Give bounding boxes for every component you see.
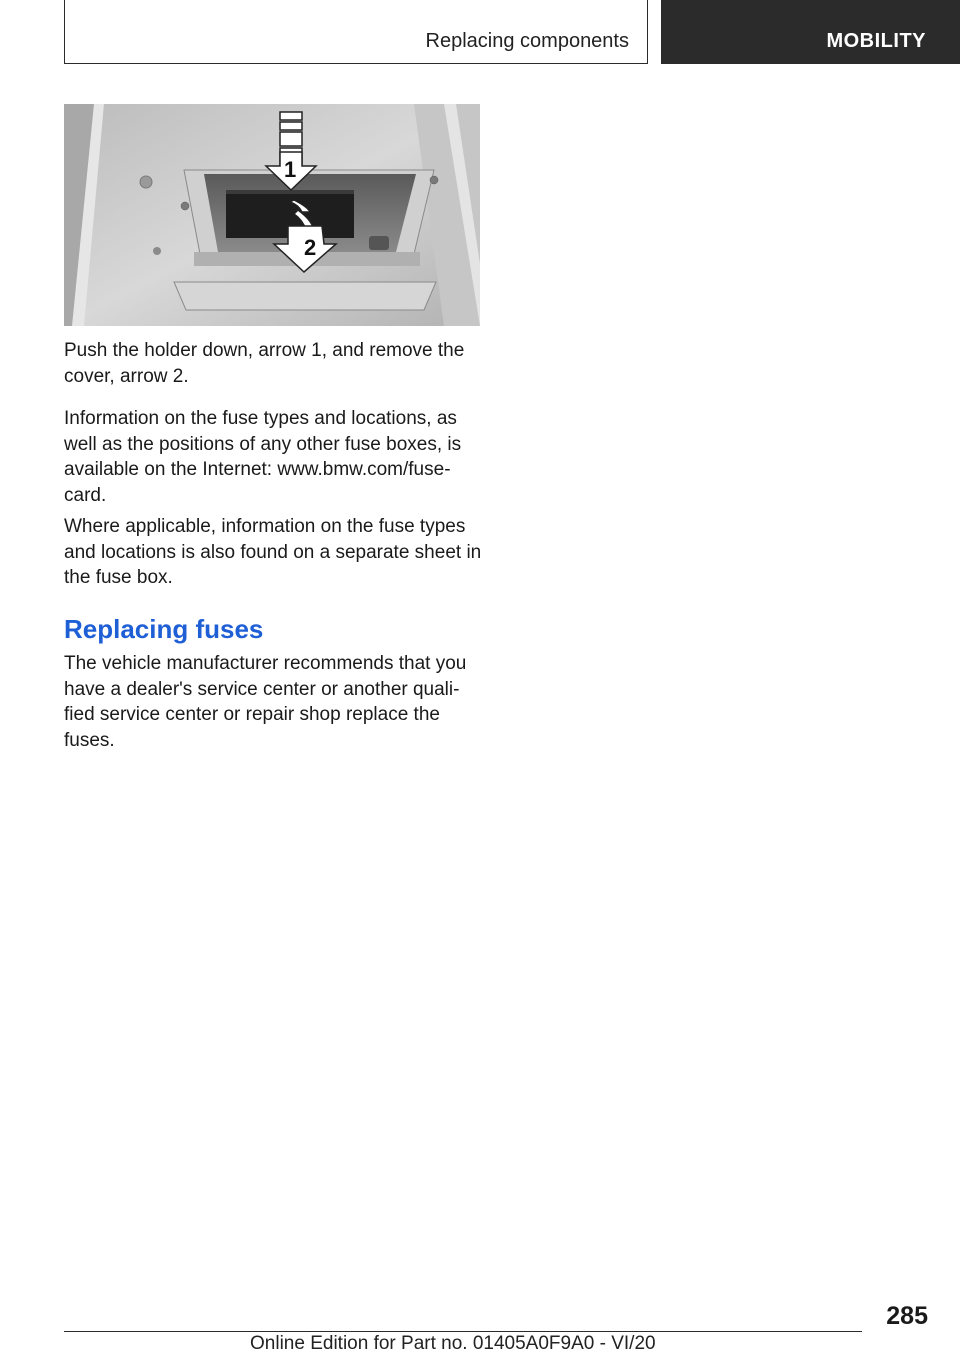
chapter-tab-label: MOBILITY [826,30,926,52]
paragraph-text: Information on the fuse types and locations, as well as the positions of any other fuse boxes, is available on the Internet: www.bmw.com/fuse-card. [64,408,462,506]
header-section-title: Replacing components [425,30,629,52]
callout-number-2: 2 [304,235,317,260]
instruction-paragraph [64,338,484,389]
header-chapter-tab [661,0,960,64]
footer-edition: Online Edition for Part no. 01405A0F9A0 - VI/20 [250,1333,656,1354]
fuse-box-illustration [64,104,480,326]
header-section-box [64,0,648,64]
paragraph-text: Where applicable, information on the fuse types and locations is also found on a separate sheet in the fuse box. [64,516,482,588]
paragraph-text: Push the holder down, arrow 1, and remove the cover, arrow 2. [64,340,465,387]
footer-rule [64,1331,862,1332]
recommendation-paragraph [64,651,484,753]
page-number: 285 [886,1302,928,1330]
callout-number-1: 1 [284,157,297,182]
paragraph-text: The vehicle manufacturer recommends that you have a dealer's service center or another quali-fied service center or repair shop replace the fuses. [64,653,467,751]
info-paragraph [64,406,484,508]
info-paragraph [64,514,484,591]
section-heading: Replacing fuses [64,614,264,644]
